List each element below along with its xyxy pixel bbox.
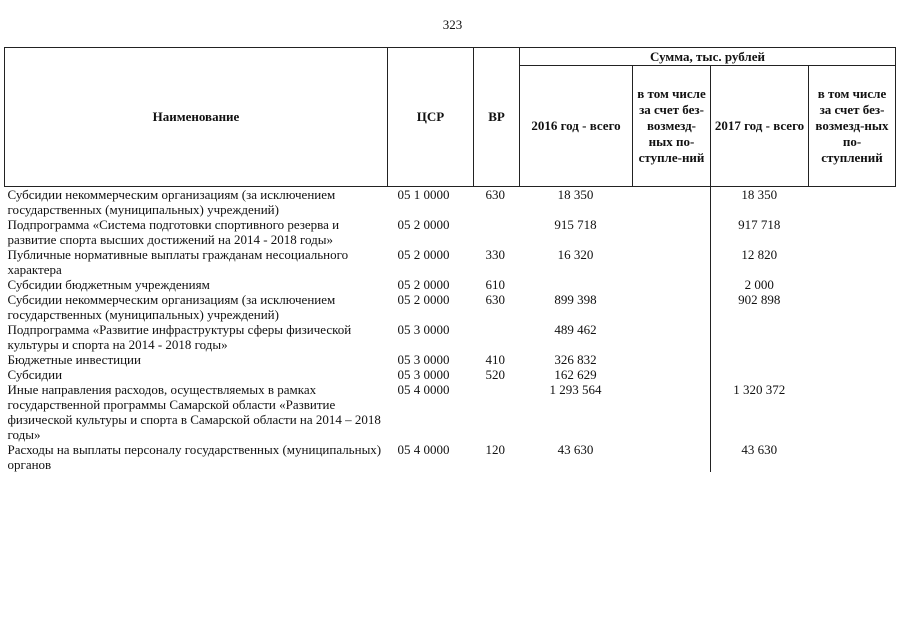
row-name: Бюджетные инвестиции bbox=[7, 352, 141, 367]
header-total-2017: 2017 год - всего bbox=[711, 66, 809, 187]
row-total-2016: 915 718 bbox=[554, 217, 597, 232]
row-name: Субсидии бюджетным учреждениям bbox=[7, 277, 210, 292]
table-row bbox=[5, 382, 896, 442]
row-vr: 520 bbox=[485, 367, 505, 382]
row-incl-2016 bbox=[633, 442, 711, 472]
row-total-2017 bbox=[711, 322, 809, 352]
row-incl-2016 bbox=[633, 352, 711, 367]
row-incl-2017 bbox=[809, 367, 896, 382]
row-vr: 630 bbox=[485, 187, 505, 202]
row-total-2016: 899 398 bbox=[554, 292, 597, 307]
table-body bbox=[5, 187, 896, 473]
row-incl-2017 bbox=[809, 187, 896, 218]
row-name: Расходы на выплаты персоналу государственных (муниципальных) органов bbox=[7, 442, 382, 472]
row-total-2017: 2 000 bbox=[744, 277, 774, 292]
row-total-2017 bbox=[711, 367, 809, 382]
row-incl-2017 bbox=[809, 292, 896, 322]
header-vr: ВР bbox=[474, 48, 520, 187]
row-csr: 05 2 0000 bbox=[397, 217, 450, 232]
row-incl-2016 bbox=[633, 292, 711, 322]
row-csr: 05 3 0000 bbox=[397, 352, 450, 367]
row-total-2017: 43 630 bbox=[741, 442, 778, 457]
row-vr bbox=[474, 382, 520, 442]
row-name: Подпрограмма «Система подготовки спортивного резерва и развитие спорта высших достижений на 2014 - 2018 годы» bbox=[7, 217, 340, 247]
row-csr: 05 2 0000 bbox=[397, 247, 450, 262]
row-name: Иные направления расходов, осуществляемых в рамках государственной программы Самарской области «Развитие физической культуры и спорта в Самарской области на 2014 – 2018 годы» bbox=[7, 382, 381, 442]
row-name: Субсидии некоммерческим организациям (за исключением государственных (муниципальных) учреждений) bbox=[7, 187, 336, 217]
row-incl-2016 bbox=[633, 187, 711, 218]
table-row bbox=[5, 292, 896, 322]
row-name: Публичные нормативные выплаты гражданам несоциального характера bbox=[7, 247, 349, 277]
row-total-2017: 18 350 bbox=[741, 187, 778, 202]
row-csr: 05 2 0000 bbox=[397, 277, 450, 292]
table-row bbox=[5, 247, 896, 277]
header-csr: ЦСР bbox=[388, 48, 474, 187]
table-row bbox=[5, 352, 896, 367]
row-total-2017: 1 320 372 bbox=[733, 382, 786, 397]
row-name: Подпрограмма «Развитие инфраструктуры сферы физической культуры и спорта на 2014 - 2018 годы» bbox=[7, 322, 352, 352]
row-total-2016: 1 293 564 bbox=[549, 382, 602, 397]
row-total-2016: 489 462 bbox=[554, 322, 597, 337]
row-csr: 05 2 0000 bbox=[397, 292, 450, 307]
row-csr: 05 3 0000 bbox=[397, 367, 450, 382]
row-vr: 410 bbox=[485, 352, 505, 367]
row-csr: 05 4 0000 bbox=[397, 382, 450, 397]
table-row bbox=[5, 187, 896, 218]
row-total-2017: 917 718 bbox=[738, 217, 781, 232]
budget-table bbox=[4, 47, 896, 472]
row-vr: 630 bbox=[485, 292, 505, 307]
row-incl-2016 bbox=[633, 382, 711, 442]
row-total-2016: 162 629 bbox=[554, 367, 597, 382]
row-incl-2017 bbox=[809, 352, 896, 367]
row-total-2016: 18 350 bbox=[557, 187, 594, 202]
row-total-2016 bbox=[520, 277, 633, 292]
table-row bbox=[5, 217, 896, 247]
row-incl-2017 bbox=[809, 247, 896, 277]
page-number: 323 bbox=[442, 17, 463, 32]
row-incl-2016 bbox=[633, 247, 711, 277]
table-row bbox=[5, 367, 896, 382]
row-incl-2017 bbox=[809, 217, 896, 247]
row-total-2016: 43 630 bbox=[557, 442, 594, 457]
row-csr: 05 1 0000 bbox=[397, 187, 450, 202]
header-sum-caption: Сумма, тыс. рублей bbox=[520, 48, 896, 66]
row-incl-2017 bbox=[809, 442, 896, 472]
row-incl-2017 bbox=[809, 382, 896, 442]
row-incl-2016 bbox=[633, 322, 711, 352]
table-row bbox=[5, 277, 896, 292]
row-total-2017: 902 898 bbox=[738, 292, 781, 307]
row-total-2016: 16 320 bbox=[557, 247, 594, 262]
header-total-2016: 2016 год - всего bbox=[520, 66, 633, 187]
header-incl-2017: в том числе за счет без-возмезд-ных по-ступлений bbox=[809, 66, 896, 187]
row-incl-2016 bbox=[633, 277, 711, 292]
row-total-2017 bbox=[711, 352, 809, 367]
row-incl-2017 bbox=[809, 277, 896, 292]
header-name: Наименование bbox=[5, 48, 388, 187]
row-csr: 05 4 0000 bbox=[397, 442, 450, 457]
row-incl-2016 bbox=[633, 217, 711, 247]
row-name: Субсидии bbox=[7, 367, 63, 382]
row-vr bbox=[474, 322, 520, 352]
row-vr bbox=[474, 217, 520, 247]
header-incl-2016: в том числе за счет без-возмезд-ных по-ступле-ний bbox=[633, 66, 711, 187]
row-vr: 330 bbox=[485, 247, 505, 262]
row-vr: 120 bbox=[485, 442, 505, 457]
row-total-2017: 12 820 bbox=[741, 247, 778, 262]
table-row bbox=[5, 322, 896, 352]
row-incl-2017 bbox=[809, 322, 896, 352]
row-name: Субсидии некоммерческим организациям (за исключением государственных (муниципальных) учреждений) bbox=[7, 292, 336, 322]
row-incl-2016 bbox=[633, 367, 711, 382]
row-total-2016: 326 832 bbox=[554, 352, 597, 367]
table-header bbox=[5, 48, 896, 187]
row-vr: 610 bbox=[485, 277, 505, 292]
row-csr: 05 3 0000 bbox=[397, 322, 450, 337]
table-row bbox=[5, 442, 896, 472]
